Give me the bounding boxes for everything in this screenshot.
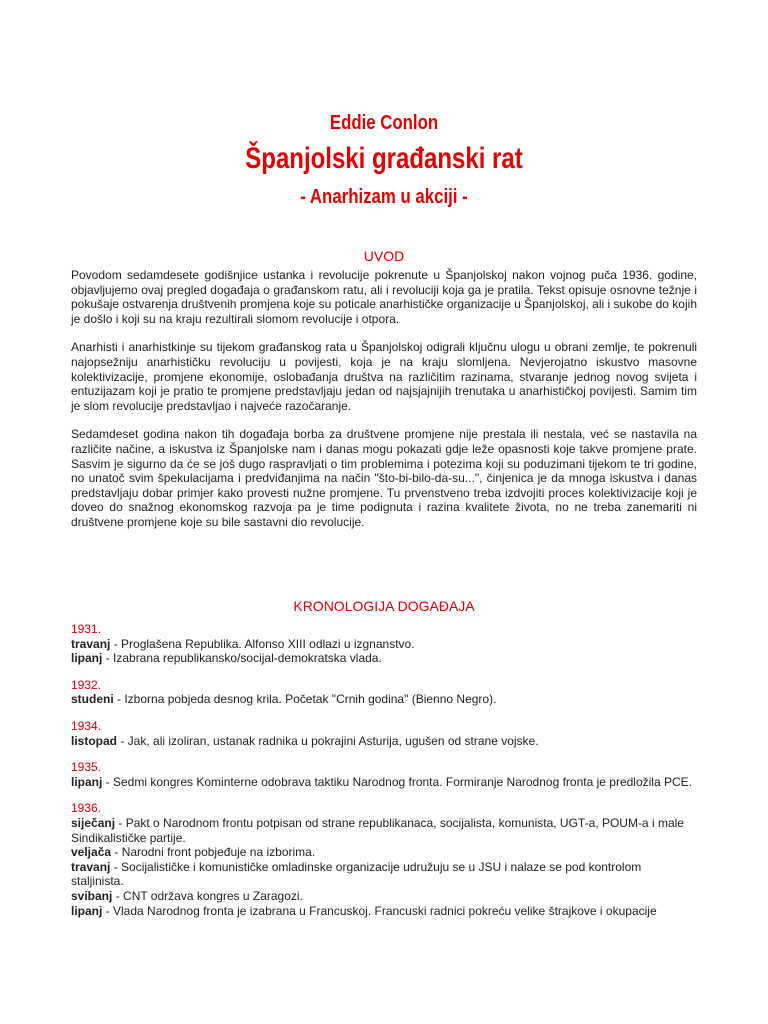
month-label: lipanj — [71, 651, 103, 666]
chronology-entry — [71, 904, 697, 919]
chronology-entry — [71, 860, 697, 889]
year-label: 1936. — [71, 801, 102, 816]
month-label: listopad — [71, 733, 118, 748]
entry-text: - Izborna pobjeda desnog krila. Početak "Crnih godina" (Bienno Negro). — [113, 692, 497, 707]
month-label: travanj — [71, 636, 111, 651]
chronology-list — [71, 622, 697, 930]
entry-text: - Vlada Narodnog fronta je izabrana u Francuskoj. Francuski radnici pokreću velike štrajkove i okupacije — [102, 903, 657, 918]
chronology-entry — [71, 816, 697, 845]
chronology-entry — [71, 637, 697, 652]
author-name: Eddie Conlon — [329, 112, 439, 134]
year-block — [71, 622, 697, 666]
year-block — [71, 760, 697, 789]
entry-text: - Izabrana republikansko/socijal-demokratska vlada. — [102, 651, 382, 666]
chronology-entry — [71, 651, 697, 666]
year-block — [71, 719, 697, 748]
entry-text: - Pakt o Narodnom frontu potpisan od strane republikanaca, socijalista, komunista, UGT-a, POUM-a i male Sindikalističke partije. — [71, 815, 684, 845]
chronology-entry — [71, 692, 697, 707]
entry-text: - Narodni front pobjeđuje na izborima. — [111, 845, 316, 860]
month-label: travanj — [71, 859, 111, 874]
entry-text: - Sedmi kongres Kominterne odobrava taktiku Narodnog fronta. Formiranje Narodnog fronta je predložila PCE. — [102, 774, 692, 789]
intro-paragraph: Povodom sedamdesete godišnjice ustanka i revolucije pokrenute u Španjolskoj nakon vojnog puča 1936. godine, objavljujemo ovaj pregled događaja o građanskom ratu, ali i revoluciji koja ga je pratila. Tekst opisuje osnovne težnje i pokušaje ostvarenja društvenih promjena koje su poticale anarhističke organizacije u Španjolskoj, ali i sukobe do kojih je došlo i koji su na kraju rezultirali slomom revolucije i otpora. — [71, 268, 697, 326]
month-label: studeni — [71, 692, 114, 707]
year-label: 1931. — [71, 622, 102, 636]
entry-text: - Jak, ali izoliran, ustanak radnika u pokrajini Asturija, ugušen od strane vojske. — [117, 733, 539, 748]
chronology-heading: KRONOLOGIJA DOGAĐAJA — [293, 598, 475, 614]
year-label: 1932. — [71, 677, 102, 692]
chronology-entry — [71, 775, 697, 790]
chronology-entry — [71, 889, 697, 904]
chronology-entry — [71, 845, 697, 860]
entry-text: - CNT održava kongres u Zaragozi. — [112, 888, 303, 903]
year-block — [71, 678, 697, 707]
year-block — [71, 801, 697, 918]
document-title: Španjolski građanski rat — [245, 142, 523, 175]
entry-text: - Proglašena Republika. Alfonso XIII odlazi u izgnanstvo. — [110, 636, 415, 651]
month-label: lipanj — [71, 903, 103, 918]
month-label: veljača — [71, 845, 112, 860]
year-label: 1934. — [71, 718, 102, 733]
month-label: siječanj — [71, 815, 116, 830]
document-subtitle: - Anarhizam u akciji - — [300, 186, 468, 208]
intro-section — [71, 268, 697, 544]
intro-paragraph: Sedamdeset godina nakon tih događaja borba za društvene promjene nije prestala ili nestala, već se nastavila na različite načine, a iskustva iz Španjolske nam i danas mogu pokazati gdje leže opasnosti koje takve promjene prate. Sasvim je sigurno da će se još dugo raspravljati o tim problemima i potezima koji su poduzimani tijekom te tri godine, no unatoč svim špekulacijama i predviđanjima na način "što-bi-bilo-da-su...", činjenica je da mnoga iskustva i danas predstavljaju dobar primjer kako provesti nužne promjene. Tu prvenstveno treba izdvojiti proces kolektivizacije koji je doveo do snažnog ekonomskog razvoja pa je time podignuta i razina kvalitete života, no ne treba zanemariti ni društvene promjene koje su bile sastavni dio revolucije. — [71, 427, 697, 529]
year-label: 1935. — [71, 760, 102, 775]
month-label: lipanj — [71, 774, 103, 789]
intro-heading: UVOD — [363, 248, 405, 264]
intro-paragraph: Anarhisti i anarhistkinje su tijekom građanskog rata u Španjolskoj odigrali ključnu ulogu u obrani zemlje, te pokrenuli najopsežniju anarhističku revoluciju u povijesti, koja je na kraju slomljena. Nevjerojatno iskustvo masovne kolektivizacije, promjene ekonomije, oslobađanja društva na različitim razinama, stvaranje jednog novog svijeta i entuzijazam koji je pratio te promjene predstavljaju jedan od najsjajnijih trenutaka u anarhističkoj povijesti. Samim tim je slom revolucije predstavljao i najveće razočaranje. — [71, 340, 697, 413]
entry-text: - Socijalističke i komunističke omladinske organizacije udružuju se u JSU i nalaze se pod kontrolom staljinista. — [71, 859, 642, 889]
chronology-entry — [71, 734, 697, 749]
month-label: svibanj — [71, 888, 113, 903]
